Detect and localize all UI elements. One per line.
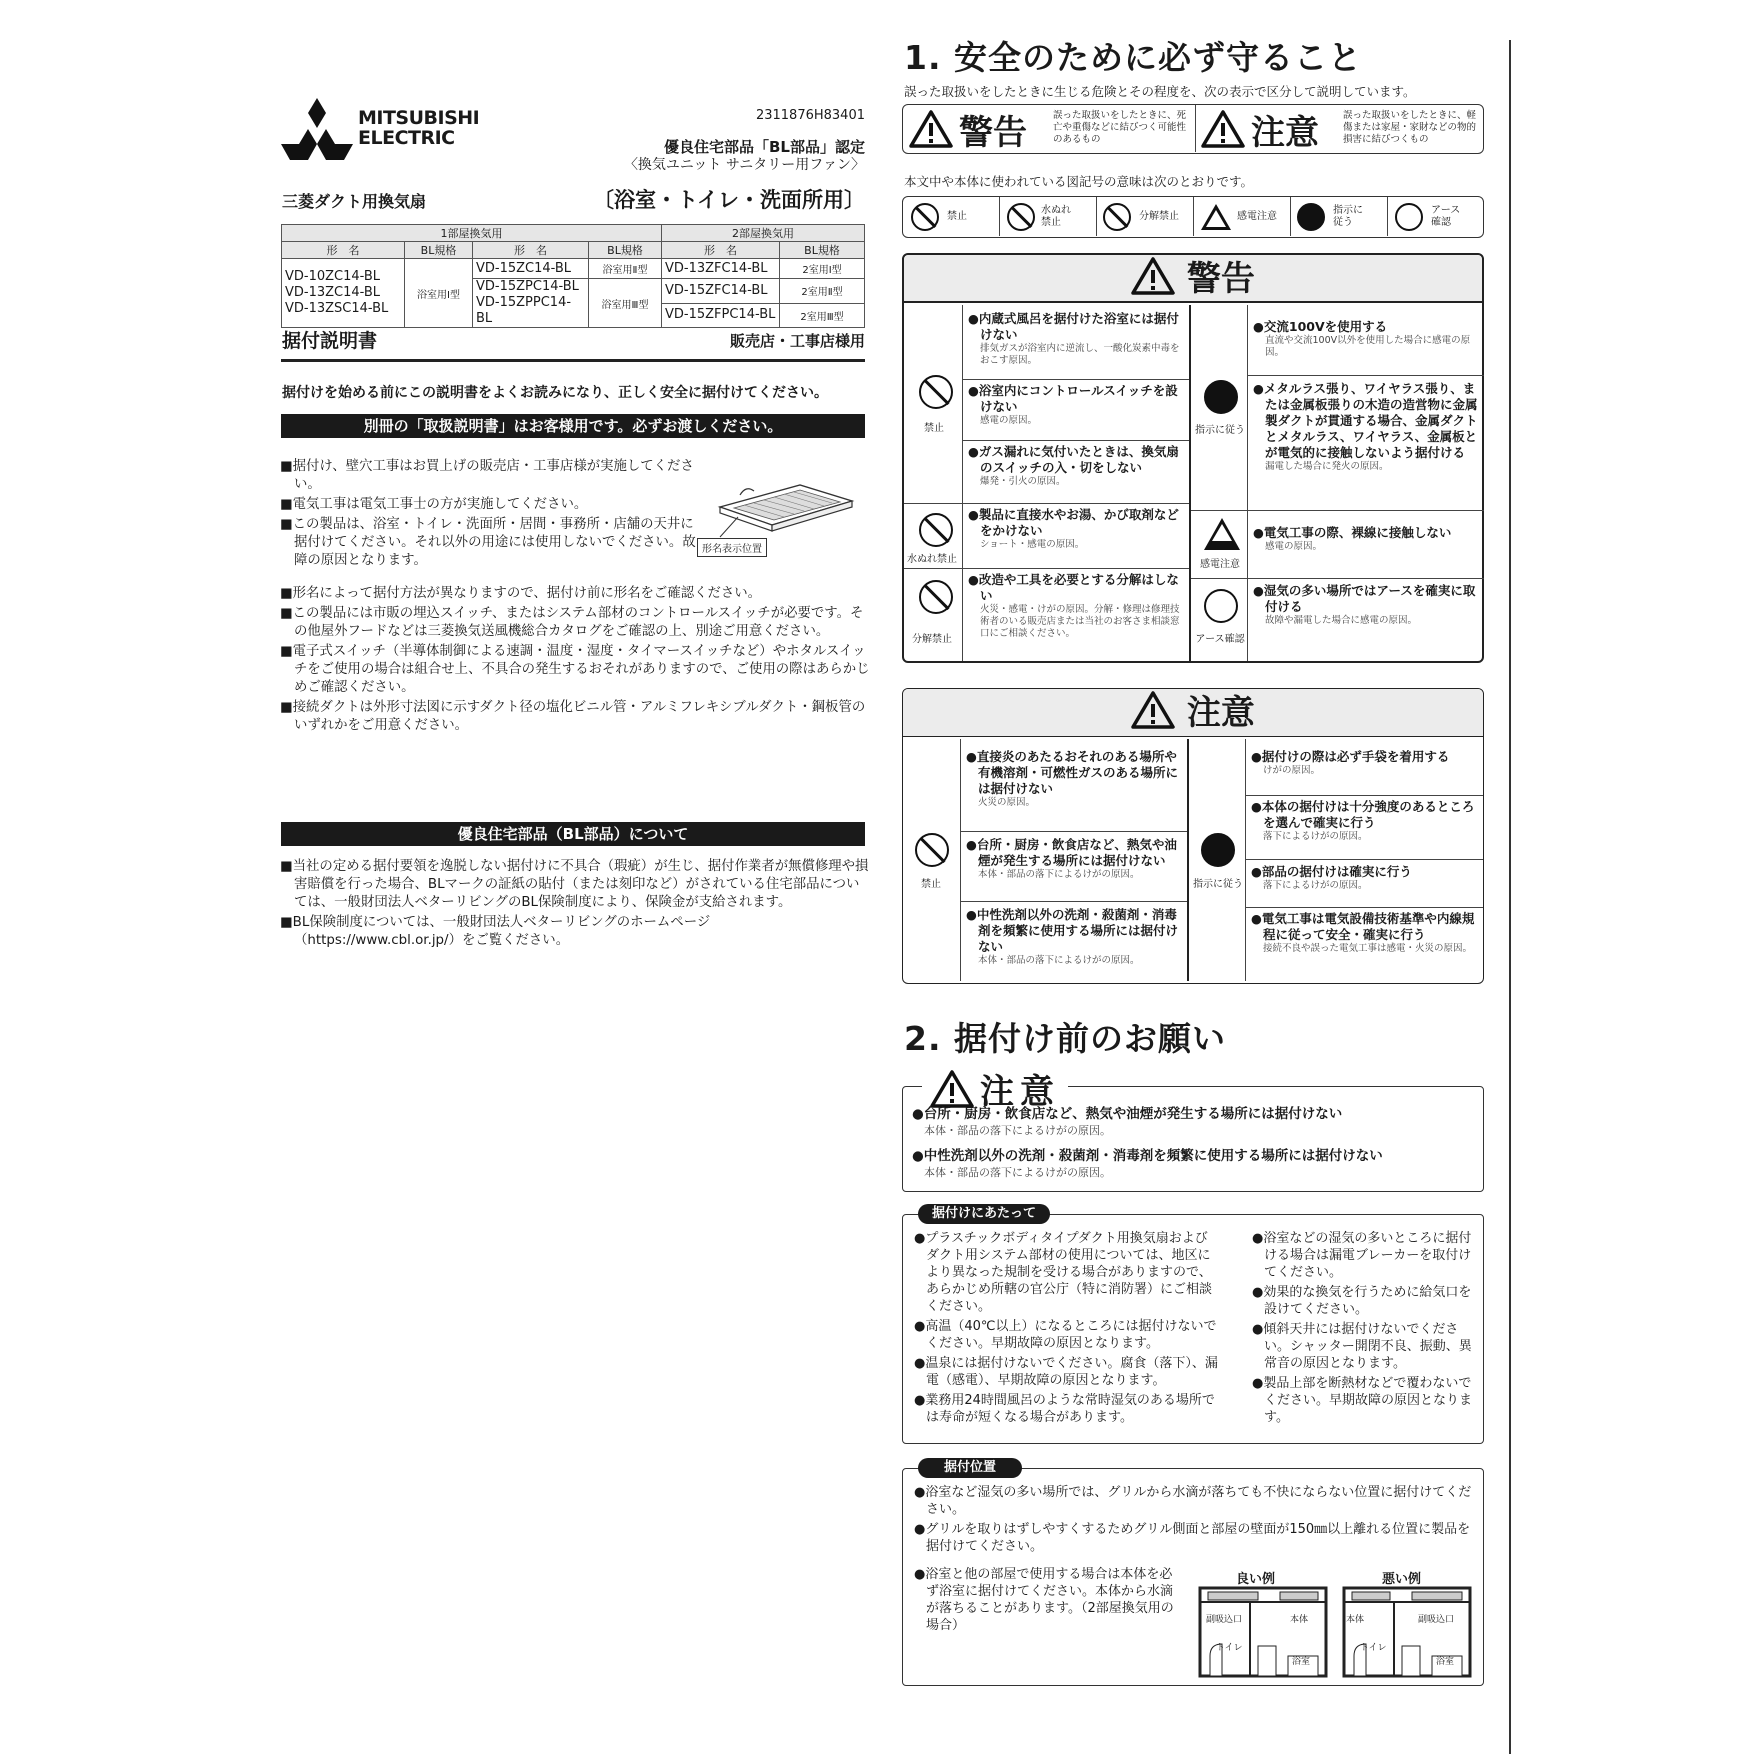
caution-panel-title: 注意	[903, 689, 1483, 737]
warning-item: ●改造や工具を必要とする分解はしない 火災・感電・けがの原因。分解・修理は修理技術者のいる販売店または当社のお客さま相談窓口にご相談ください。	[968, 572, 1180, 639]
icon-caption: 感電注意	[1200, 559, 1240, 570]
install-position-list	[914, 1484, 1476, 1558]
caution-word: 注意	[980, 1072, 1060, 1112]
icon-caption: 指示に従う	[1193, 879, 1243, 890]
caution-item: ●台所・厨房・飲食店など、熱気や油煙が発生する場所には据付けない 本体・部品の落下によるけがの原因。	[966, 837, 1177, 880]
sec2-caution-item: ●台所・厨房・飲食店など、熱気や油煙が発生する場所には据付けない 本体・部品の落下によるけがの原因。	[912, 1106, 1343, 1137]
no-disassembly-icon	[1103, 203, 1131, 231]
instruction-icon	[1201, 833, 1235, 867]
mitsubishi-logo-icon	[280, 98, 354, 160]
page-divider-line	[1509, 40, 1511, 1754]
list-item: ●製品上部を断熱材などで覆わないでください。早期故障の原因となります。	[1252, 1376, 1473, 1425]
bl-list	[280, 858, 870, 952]
list-item: ●グリルを取りはずしやすくするためグリル側面と部屋の壁面が150㎜以上離れる位置に製品を据付けてください。	[914, 1522, 1471, 1554]
symbols-intro: 本文中や本体に使われている図記号の意味は次のとおりです。	[904, 174, 1254, 189]
g1a-bl: 浴室用Ⅰ型	[405, 259, 473, 328]
col-header-bl: BL規格	[589, 242, 662, 259]
caution-item: ●部品の据付けは確実に行う 落下によるけがの原因。	[1251, 864, 1412, 891]
col-header-model: 形 名	[473, 242, 589, 259]
caution-item: ●電気工事は電気設備技術基準や内線規程に従って安全・確実に行う 接続不良や誤った電気工事は感電・火災の原因。	[1251, 911, 1475, 954]
warning-description: 誤った取扱いをしたときに、死亡や重傷などに結びつく可能性のあるもの	[1053, 110, 1187, 145]
caution-triangle-icon	[1131, 691, 1175, 729]
diagram-label: トイレ	[1216, 1643, 1243, 1653]
symbol-ground: アース確認	[1395, 197, 1467, 237]
sec2-caution-item: ●中性洗剤以外の洗剤・殺菌剤・消毒剤を頻繁に使用する場所には据付けない 本体・部品の落下によるけがの原因。	[912, 1148, 1383, 1179]
left-list-2	[280, 585, 870, 737]
electric-shock-icon	[1204, 518, 1240, 550]
list-item: ■据付け、壁穴工事はお買上げの販売店・工事店様が実施してください。	[280, 459, 694, 492]
list-item: ●高温（40℃以上）になるところには据付けないでください。早期故障の原因となります。	[914, 1319, 1217, 1351]
electric-shock-icon	[1201, 204, 1231, 230]
icon-caption: 水ぬれ禁止	[907, 554, 957, 565]
symbol-no-water: 水ぬれ禁止	[1007, 197, 1077, 237]
warning-item: ●メタルラス張り、ワイヤラス張り、または金属板張りの木造の造営物に金属製ダクトが貫通する場合、金属ダクトとメタルラス、ワイヤラス、金属板とが電気的に接触しないよう据付ける 漏電した場合に発火の原因。	[1253, 381, 1478, 472]
instruction-icon	[1297, 203, 1325, 231]
good-example-label: 良い例	[1236, 1572, 1276, 1587]
diagram-label: 副吸込口	[1206, 1615, 1243, 1625]
warning-item: ●内蔵式風呂を据付けた浴室には据付けない 排気ガスが浴室内に逆流し、一酸化炭素中毒をおこす原因。	[968, 311, 1180, 366]
warning-panel-title: 警告	[904, 255, 1482, 303]
g2-bl-3: 2室用Ⅲ型	[780, 303, 865, 328]
icon-caption: 指示に従う	[1195, 425, 1245, 436]
diagram-label: 本体	[1346, 1615, 1365, 1625]
symbol-prohibited: 禁止	[911, 197, 967, 237]
product-category: 三菱ダクト用換気扇	[282, 192, 427, 211]
symbol-electric-shock: 感電注意	[1201, 197, 1277, 237]
bl-certification: 優良住宅部品「BL部品」認定	[664, 138, 865, 156]
warning-item: ●湿気の多い場所ではアースを確実に取付ける 故障や漏電した場合に感電の原因。	[1253, 583, 1476, 626]
no-water-icon	[919, 513, 953, 547]
diagram-label: 浴室	[1292, 1657, 1311, 1667]
left-list-1	[280, 458, 700, 572]
section-1-subtitle: 誤った取扱いをしたときに生じる危険とその程度を、次の表示で区分して説明しています。	[904, 84, 1416, 99]
warning-item: ●製品に直接水やお湯、かび取剤などをかけない ショート・感電の原因。	[968, 507, 1179, 550]
table-group-1: 1部屋換気用	[282, 225, 662, 242]
ground-icon	[1204, 589, 1238, 623]
list-item: ■この製品には市販の埋込スイッチ、またはシステム部材のコントロールスイッチが必要です。その他屋外フードなどは三菱換気送風機総合カタログをご確認の上、別途ご用意ください。	[280, 606, 864, 639]
g1b-bl-2: 浴室用Ⅲ型	[589, 279, 662, 328]
g1b-model-1: VD-15ZC14-BL	[473, 259, 589, 279]
warning-signal	[909, 110, 1059, 153]
diagram-label: トイレ	[1360, 1643, 1387, 1653]
list-item: ■形名によって据付方法が異なりますので、据付け前に形名をご確認ください。	[280, 586, 762, 601]
intro-text: 据付けを始める前にこの説明書をよくお読みになり、正しく安全に据付けてください。	[282, 385, 828, 401]
header-rule	[281, 359, 865, 362]
diagram-label: 本体	[1290, 1615, 1309, 1625]
bad-example-label: 悪い例	[1382, 1572, 1422, 1587]
list-item: ●浴室など湿気の多い場所では、グリルから水滴が落ちても不快にならない位置に据付けてください。	[914, 1485, 1472, 1517]
model-table	[281, 224, 865, 328]
warning-triangle-icon	[909, 110, 953, 148]
g1a-models: VD-10ZC14-BL VD-13ZC14-BL VD-13ZSC14-BL	[282, 259, 405, 328]
brand-name: MITSUBISHI ELECTRIC	[358, 107, 480, 149]
warning-triangle-icon	[1131, 257, 1175, 295]
no-water-icon	[1007, 203, 1035, 231]
product-usage: 〔浴室・トイレ・洗面所用〕	[593, 188, 865, 212]
warning-item: ●電気工事の際、裸線に接触しない 感電の原因。	[1253, 525, 1452, 552]
caution-item: ●中性洗剤以外の洗剤・殺菌剤・消毒剤を頻繁に使用する場所には据付けない 本体・部品の落下によるけがの原因。	[966, 907, 1179, 966]
g2-model-2: VD-15ZFC14-BL	[662, 279, 780, 304]
warning-word: 警告	[959, 112, 1027, 153]
symbol-no-disassembly: 分解禁止	[1103, 197, 1179, 237]
icon-caption: 分解禁止	[912, 634, 952, 645]
bl-subtitle: 〈換気ユニット サニタリー用ファン〉	[623, 157, 865, 173]
diagram-label: 浴室	[1436, 1657, 1455, 1667]
caution-item: ●据付けの際は必ず手袋を着用する けがの原因。	[1251, 749, 1450, 776]
col-header-bl: BL規格	[780, 242, 865, 259]
list-item: ●浴室と他の部屋で使用する場合は本体を必ず浴室に据付けてください。本体から水滴が落ちることがあります。（2部屋換気用の場合）	[914, 1567, 1174, 1633]
caution-triangle-icon	[1201, 110, 1245, 148]
list-item: ■電気工事は電気工事士の方が実施してください。	[280, 497, 588, 512]
signal-word-box	[902, 104, 1484, 154]
list-item: ●浴室などの湿気の多いところに据付ける場合は漏電ブレーカーを取付けてください。	[1252, 1231, 1472, 1280]
audience: 販売店・工事店様用	[729, 332, 865, 350]
symbols-legend	[902, 196, 1484, 238]
install-position-tag: 据付位置	[918, 1458, 1022, 1478]
prohibited-icon	[915, 833, 949, 867]
col-header-model: 形 名	[282, 242, 405, 259]
model-label-position: 形名表示位置	[697, 538, 767, 557]
diagram-label: 副吸込口	[1418, 1615, 1455, 1625]
caution-item: ●本体の据付けは十分強度のあるところを選んで確実に行う 落下によるけがの原因。	[1251, 799, 1475, 842]
install-position-list-2	[914, 1566, 1179, 1637]
col-header-bl: BL規格	[405, 242, 473, 259]
caution-triangle-icon	[930, 1070, 974, 1108]
g2-bl-1: 2室用Ⅰ型	[780, 259, 865, 279]
instruction-icon	[1204, 380, 1238, 414]
list-item: ■BL保険制度については、一般財団法人ベターリビングのホームページ（https://www.cbl.or.jp/）をご覧ください。	[280, 915, 711, 948]
warning-item: ●交流100Vを使用する 直流や交流100V以外を使用した場合に感電の原因。	[1253, 319, 1471, 358]
install-notes-left	[914, 1230, 1219, 1429]
list-item: ●傾斜天井には据付けないでください。シャッター開閉不良、振動、異常音の原因となります。	[1252, 1322, 1472, 1371]
table-group-2: 2部屋換気用	[662, 225, 865, 242]
list-item: ■接続ダクトは外形寸法図に示すダクト径の塩化ビニル管・アルミフレキシブルダクト・鋼板管のいずれかをご用意ください。	[280, 700, 866, 733]
caution-description: 誤った取扱いをしたときに、軽傷または家屋・家財などの物的損害に結びつくもの	[1343, 110, 1477, 145]
list-item: ■電子式スイッチ（半導体制御による速調・温度・湿度・タイマースイッチなど）やホタルスイッチをご使用の場合は組合せ上、不具合の発生するおそれがありますので、ご使用の際はあらかじめご確認ください。	[280, 644, 870, 695]
icon-caption: 禁止	[921, 879, 941, 890]
no-disassembly-icon	[919, 580, 953, 614]
install-notes-tag: 据付けにあたって	[918, 1204, 1050, 1224]
col-header-model: 形 名	[662, 242, 780, 259]
list-item: ●業務用24時間風呂のような常時湿気のある場所では寿命が短くなる場合があります。	[914, 1393, 1215, 1425]
manual-title: 据付説明書	[282, 330, 378, 352]
caution-word: 注意	[1251, 112, 1319, 153]
handover-bar: 別冊の「取扱説明書」はお客様用です。必ずお渡しください。	[281, 414, 865, 438]
warning-item: ●ガス漏れに気付いたときは、換気扇のスイッチの入・切をしない 爆発・引火の原因。	[968, 444, 1179, 487]
ground-icon	[1395, 203, 1423, 231]
document-number: 2311876H83401	[755, 108, 865, 123]
list-item: ●効果的な換気を行うために給気口を設けてください。	[1252, 1285, 1472, 1317]
prohibited-icon	[911, 203, 939, 231]
bl-parts-bar: 優良住宅部品（BL部品）について	[281, 822, 865, 846]
g2-model-1: VD-13ZFC14-BL	[662, 259, 780, 279]
install-notes-right	[1252, 1230, 1477, 1429]
symbol-instruction: 指示に従う	[1297, 197, 1369, 237]
g1b-bl-1: 浴室用Ⅱ型	[589, 259, 662, 279]
icon-caption: 禁止	[924, 423, 944, 434]
icon-caption: アース確認	[1195, 634, 1245, 645]
caution-panel	[902, 688, 1484, 984]
warning-item: ●浴室内にコントロールスイッチを設けない 感電の原因。	[968, 383, 1178, 426]
list-item: ●プラスチックボディタイプダクト用換気扇およびダクト用システム部材の使用については、地区により異なった規制を受ける場合がありますので、あらかじめ所轄の官公庁（特に消防署）にご相談ください。	[914, 1231, 1213, 1314]
g1b-models-2: VD-15ZPC14-BL VD-15ZPPC14-BL	[473, 279, 589, 328]
section-2-title: 2. 据付け前のお願い	[904, 1019, 1226, 1058]
g2-bl-2: 2室用Ⅱ型	[780, 279, 865, 304]
prohibited-icon	[919, 375, 953, 409]
caution-signal	[1201, 110, 1351, 153]
list-item: ●温泉には据付けないでください。腐食（落下）、漏電（感電）、早期故障の原因となります。	[914, 1356, 1218, 1388]
section-1-title: 1. 安全のために必ず守ること	[904, 38, 1362, 77]
g2-model-3: VD-15ZFPC14-BL	[662, 303, 780, 328]
list-item: ■当社の定める据付要領を逸脱しない据付けに不具合（瑕疵）が生じ、据付作業者が無償修理や損害賠償を行った場合、BLマークの証紙の貼付（または刻印など）がされている住宅部品については、一般財団法人ベターリビングのBL保険制度により、保険金が支給されます。	[280, 859, 869, 910]
warning-panel	[902, 253, 1484, 663]
caution-item: ●直接炎のあたるおそれのある場所や有機溶剤・可燃性ガスのある場所には据付けない 火災の原因。	[966, 749, 1179, 808]
list-item: ■この製品は、浴室・トイレ・洗面所・居間・事務所・店舗の天井に据付けてください。それ以外の用途には使用しないでください。故障の原因となります。	[280, 517, 696, 568]
